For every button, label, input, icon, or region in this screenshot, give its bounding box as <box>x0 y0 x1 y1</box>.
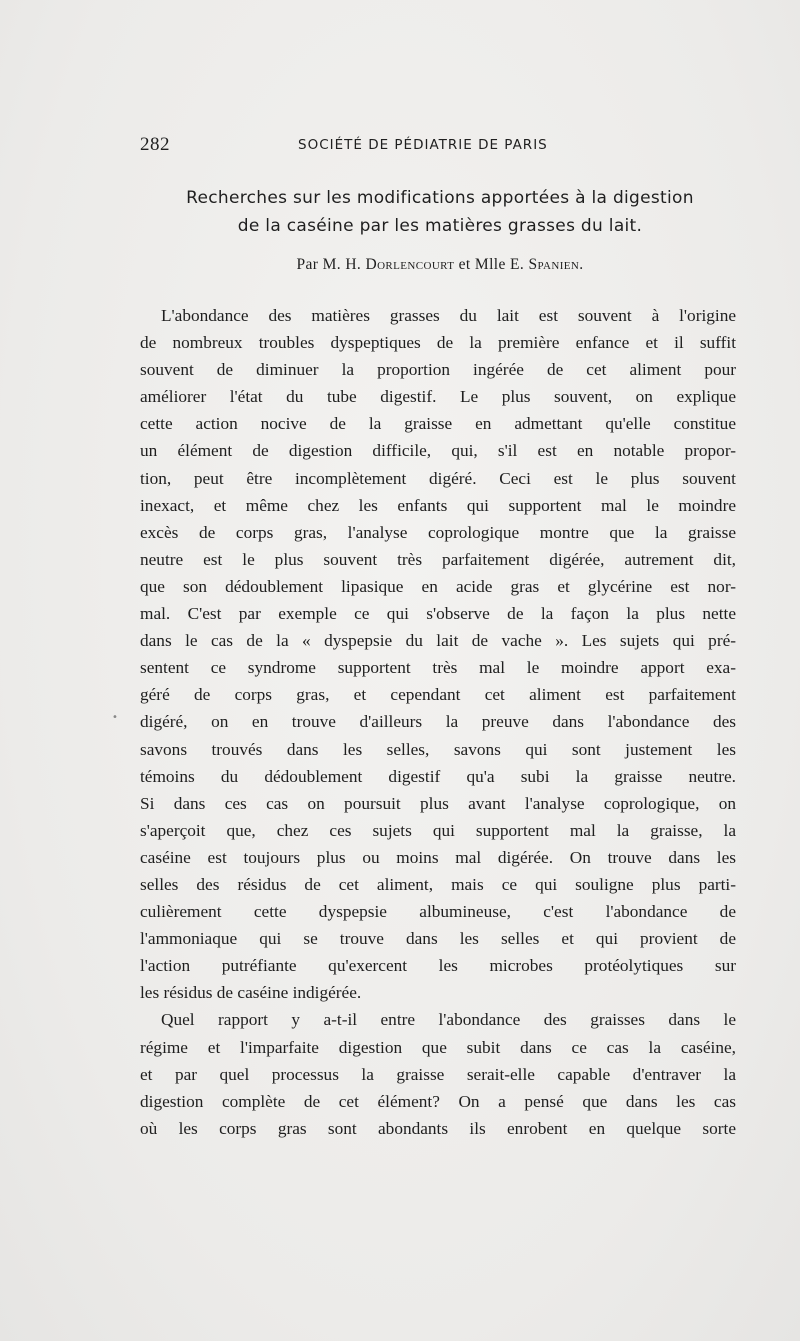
text-line: mal. C'est par exemple ce qui s'observe de la façon la plus nette <box>140 604 736 624</box>
article-title-line: de la caséine par les matières grasses du lait. <box>237 216 643 236</box>
text-line: où les corps gras sont abondants ils enrobent en quelque sorte <box>140 1118 736 1138</box>
margin-speck: • <box>112 712 118 723</box>
author-name: Spanien <box>528 256 580 273</box>
text-line: sentent ce syndrome supportent très mal le moindre apport exa- <box>140 658 736 678</box>
text-line: régime et l'imparfaite digestion que subit dans ce cas la caséine, <box>140 1037 736 1057</box>
text-line: savons trouvés dans les selles, savons qui sont justement les <box>140 739 736 759</box>
text-line: l'action putréfiante qu'exercent les microbes protéolytiques sur <box>140 956 736 976</box>
text-line: tion, peut être incomplètement digéré. Ceci est le plus souvent <box>140 468 736 488</box>
running-head <box>140 134 736 158</box>
journal-title: SOCIÉTÉ DE PÉDIATRIE DE PARIS <box>298 137 548 153</box>
text-line: culièrement cette dyspepsie albumineuse, c'est l'abondance de <box>140 902 736 922</box>
page-number: 282 <box>140 134 170 155</box>
text-line: excès de corps gras, l'analyse coprologique montre que la graisse <box>140 522 736 542</box>
text-line: les résidus de caséine indigérée. <box>140 983 362 1003</box>
text-line: digéré, on en trouve d'ailleurs la preuve dans l'abondance des <box>140 712 736 732</box>
text-line: s'aperçoit que, chez ces sujets qui supportent mal la graisse, la <box>140 820 736 840</box>
text-line: et par quel processus la graisse serait-elle capable d'entraver la <box>140 1064 736 1084</box>
text-line: cette action nocive de la graisse en admettant qu'elle constitue <box>140 414 736 434</box>
text-line: Si dans ces cas on poursuit plus avant l'analyse coprologique, on <box>140 793 736 813</box>
author-name: Dorlencourt <box>365 256 455 273</box>
text-line: un élément de digestion difficile, qui, s'il est en notable propor- <box>140 441 736 461</box>
text-line: inexact, et même chez les enfants qui supportent mal le moindre <box>140 495 736 515</box>
article-title <box>140 184 740 240</box>
text-line: que son dédoublement lipasique en acide gras et glycérine est nor- <box>140 576 736 596</box>
text-line: caséine est toujours plus ou moins mal digérée. On trouve dans les <box>140 847 736 867</box>
text-line: améliorer l'état du tube digestif. Le plus souvent, on explique <box>140 387 736 407</box>
text-line: l'ammoniaque qui se trouve dans les selles et qui provient de <box>140 929 736 949</box>
authors-prefix: Par M. H. <box>296 256 366 273</box>
text-line: dans le cas de la « dyspepsie du lait de vache ». Les sujets qui pré- <box>140 631 736 651</box>
text-line: L'abondance des matières grasses du lait est souvent à l'origine <box>161 306 736 325</box>
text-line: neutre est le plus souvent très parfaitement digérée, autrement dit, <box>140 549 736 569</box>
authors-suffix: . <box>579 256 584 273</box>
paragraph-2 <box>140 1006 736 1141</box>
text-line: de nombreux troubles dyspeptiques de la première enfance et il suffit <box>140 333 736 353</box>
text-line: souvent de diminuer la proportion ingérée de cet aliment pour <box>140 360 736 380</box>
text-line: Quel rapport y a-t-il entre l'abondance des graisses dans le <box>161 1010 736 1030</box>
text-line: selles des résidus de cet aliment, mais ce qui souligne plus parti- <box>140 874 736 894</box>
paragraph-1 <box>140 302 736 1006</box>
authors-connector: et Mlle E. <box>454 256 529 273</box>
text-line: digestion complète de cet élément? On a pensé que dans les cas <box>140 1091 736 1111</box>
article-authors <box>140 256 740 274</box>
text-line: témoins du dédoublement digestif qu'a subi la graisse neutre. <box>140 766 736 786</box>
article-body <box>140 302 736 1142</box>
article-title-line: Recherches sur les modifications apportées à la digestion <box>186 188 694 208</box>
text-line: géré de corps gras, et cependant cet aliment est parfaitement <box>140 685 736 705</box>
